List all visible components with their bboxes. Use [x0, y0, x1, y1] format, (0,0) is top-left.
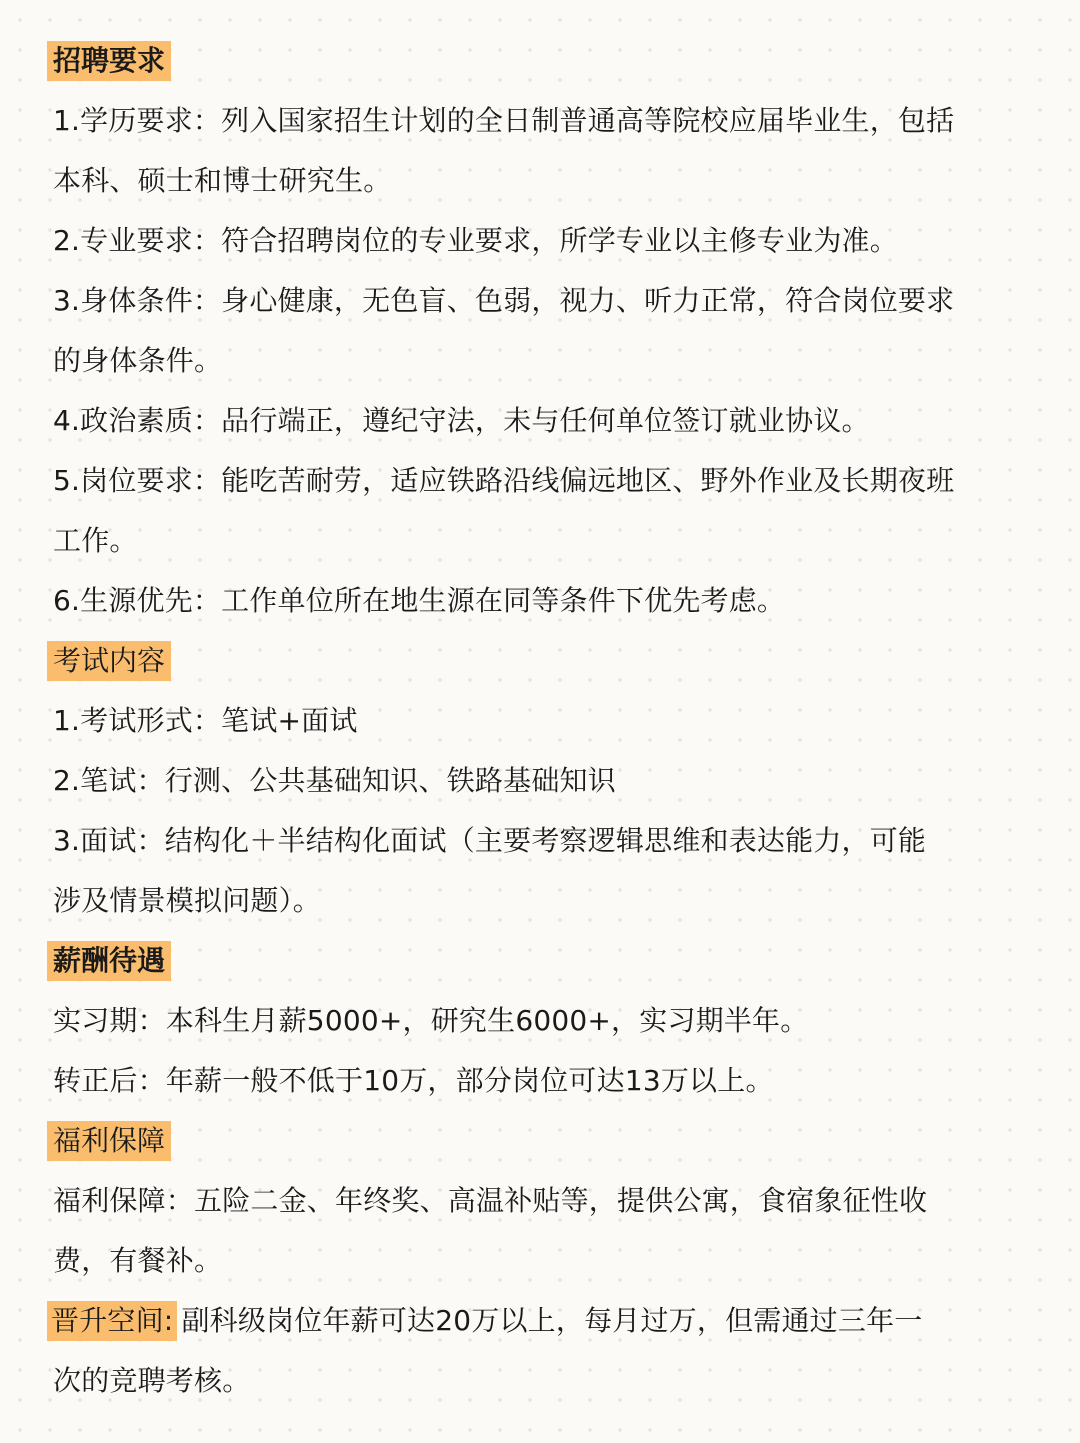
salary-line-2: 转正后：年薪一般不低于10万，部分岗位可达13万以上。	[53, 1064, 774, 1097]
section-title-salary: 薪酬待遇	[47, 941, 171, 981]
recruit-line-2: 本科、硕士和博士研究生。	[53, 164, 392, 197]
welfare-line-1: 福利保障：五险二金、年终奖、高温补贴等，提供公寓，食宿象征性收	[53, 1184, 928, 1217]
recruit-line-9: 6.生源优先：工作单位所在地生源在同等条件下优先考虑。	[53, 584, 786, 617]
salary-line-1: 实习期：本科生月薪5000+，研究生6000+，实习期半年。	[53, 1004, 809, 1037]
exam-line-1: 1.考试形式：笔试+面试	[53, 704, 358, 737]
welfare-line-2: 费，有餐补。	[53, 1244, 223, 1277]
section-title-welfare: 福利保障	[47, 1121, 171, 1161]
recruit-line-6: 4.政治素质：品行端正，遵纪守法，未与任何单位签订就业协议。	[53, 404, 870, 437]
exam-line-4: 涉及情景模拟问题）。	[53, 884, 322, 917]
section-title-exam: 考试内容	[47, 641, 171, 681]
exam-line-3: 3.面试：结构化＋半结构化面试（主要考察逻辑思维和表达能力，可能	[53, 824, 927, 857]
recruit-line-3: 2.专业要求：符合招聘岗位的专业要求，所学专业以主修专业为准。	[53, 224, 898, 257]
promotion-text-1: 副科级岗位年薪可达20万以上，每月过万，但需通过三年一	[181, 1304, 923, 1337]
recruit-line-4: 3.身体条件：身心健康，无色盲、色弱，视力、听力正常，符合岗位要求	[53, 284, 955, 317]
exam-line-2: 2.笔试：行测、公共基础知识、铁路基础知识	[53, 764, 616, 797]
promotion-line-1	[53, 1301, 922, 1341]
section-title-promotion: 晋升空间:	[47, 1301, 177, 1341]
recruit-line-1: 1.学历要求：列入国家招生计划的全日制普通高等院校应届毕业生，包括	[53, 104, 955, 137]
recruit-line-7: 5.岗位要求：能吃苦耐劳，适应铁路沿线偏远地区、野外作业及长期夜班	[53, 464, 955, 497]
section-title-recruit: 招聘要求	[47, 41, 171, 81]
promotion-line-2: 次的竞聘考核。	[53, 1364, 251, 1397]
recruit-line-5: 的身体条件。	[53, 344, 223, 377]
recruit-line-8: 工作。	[53, 524, 138, 557]
